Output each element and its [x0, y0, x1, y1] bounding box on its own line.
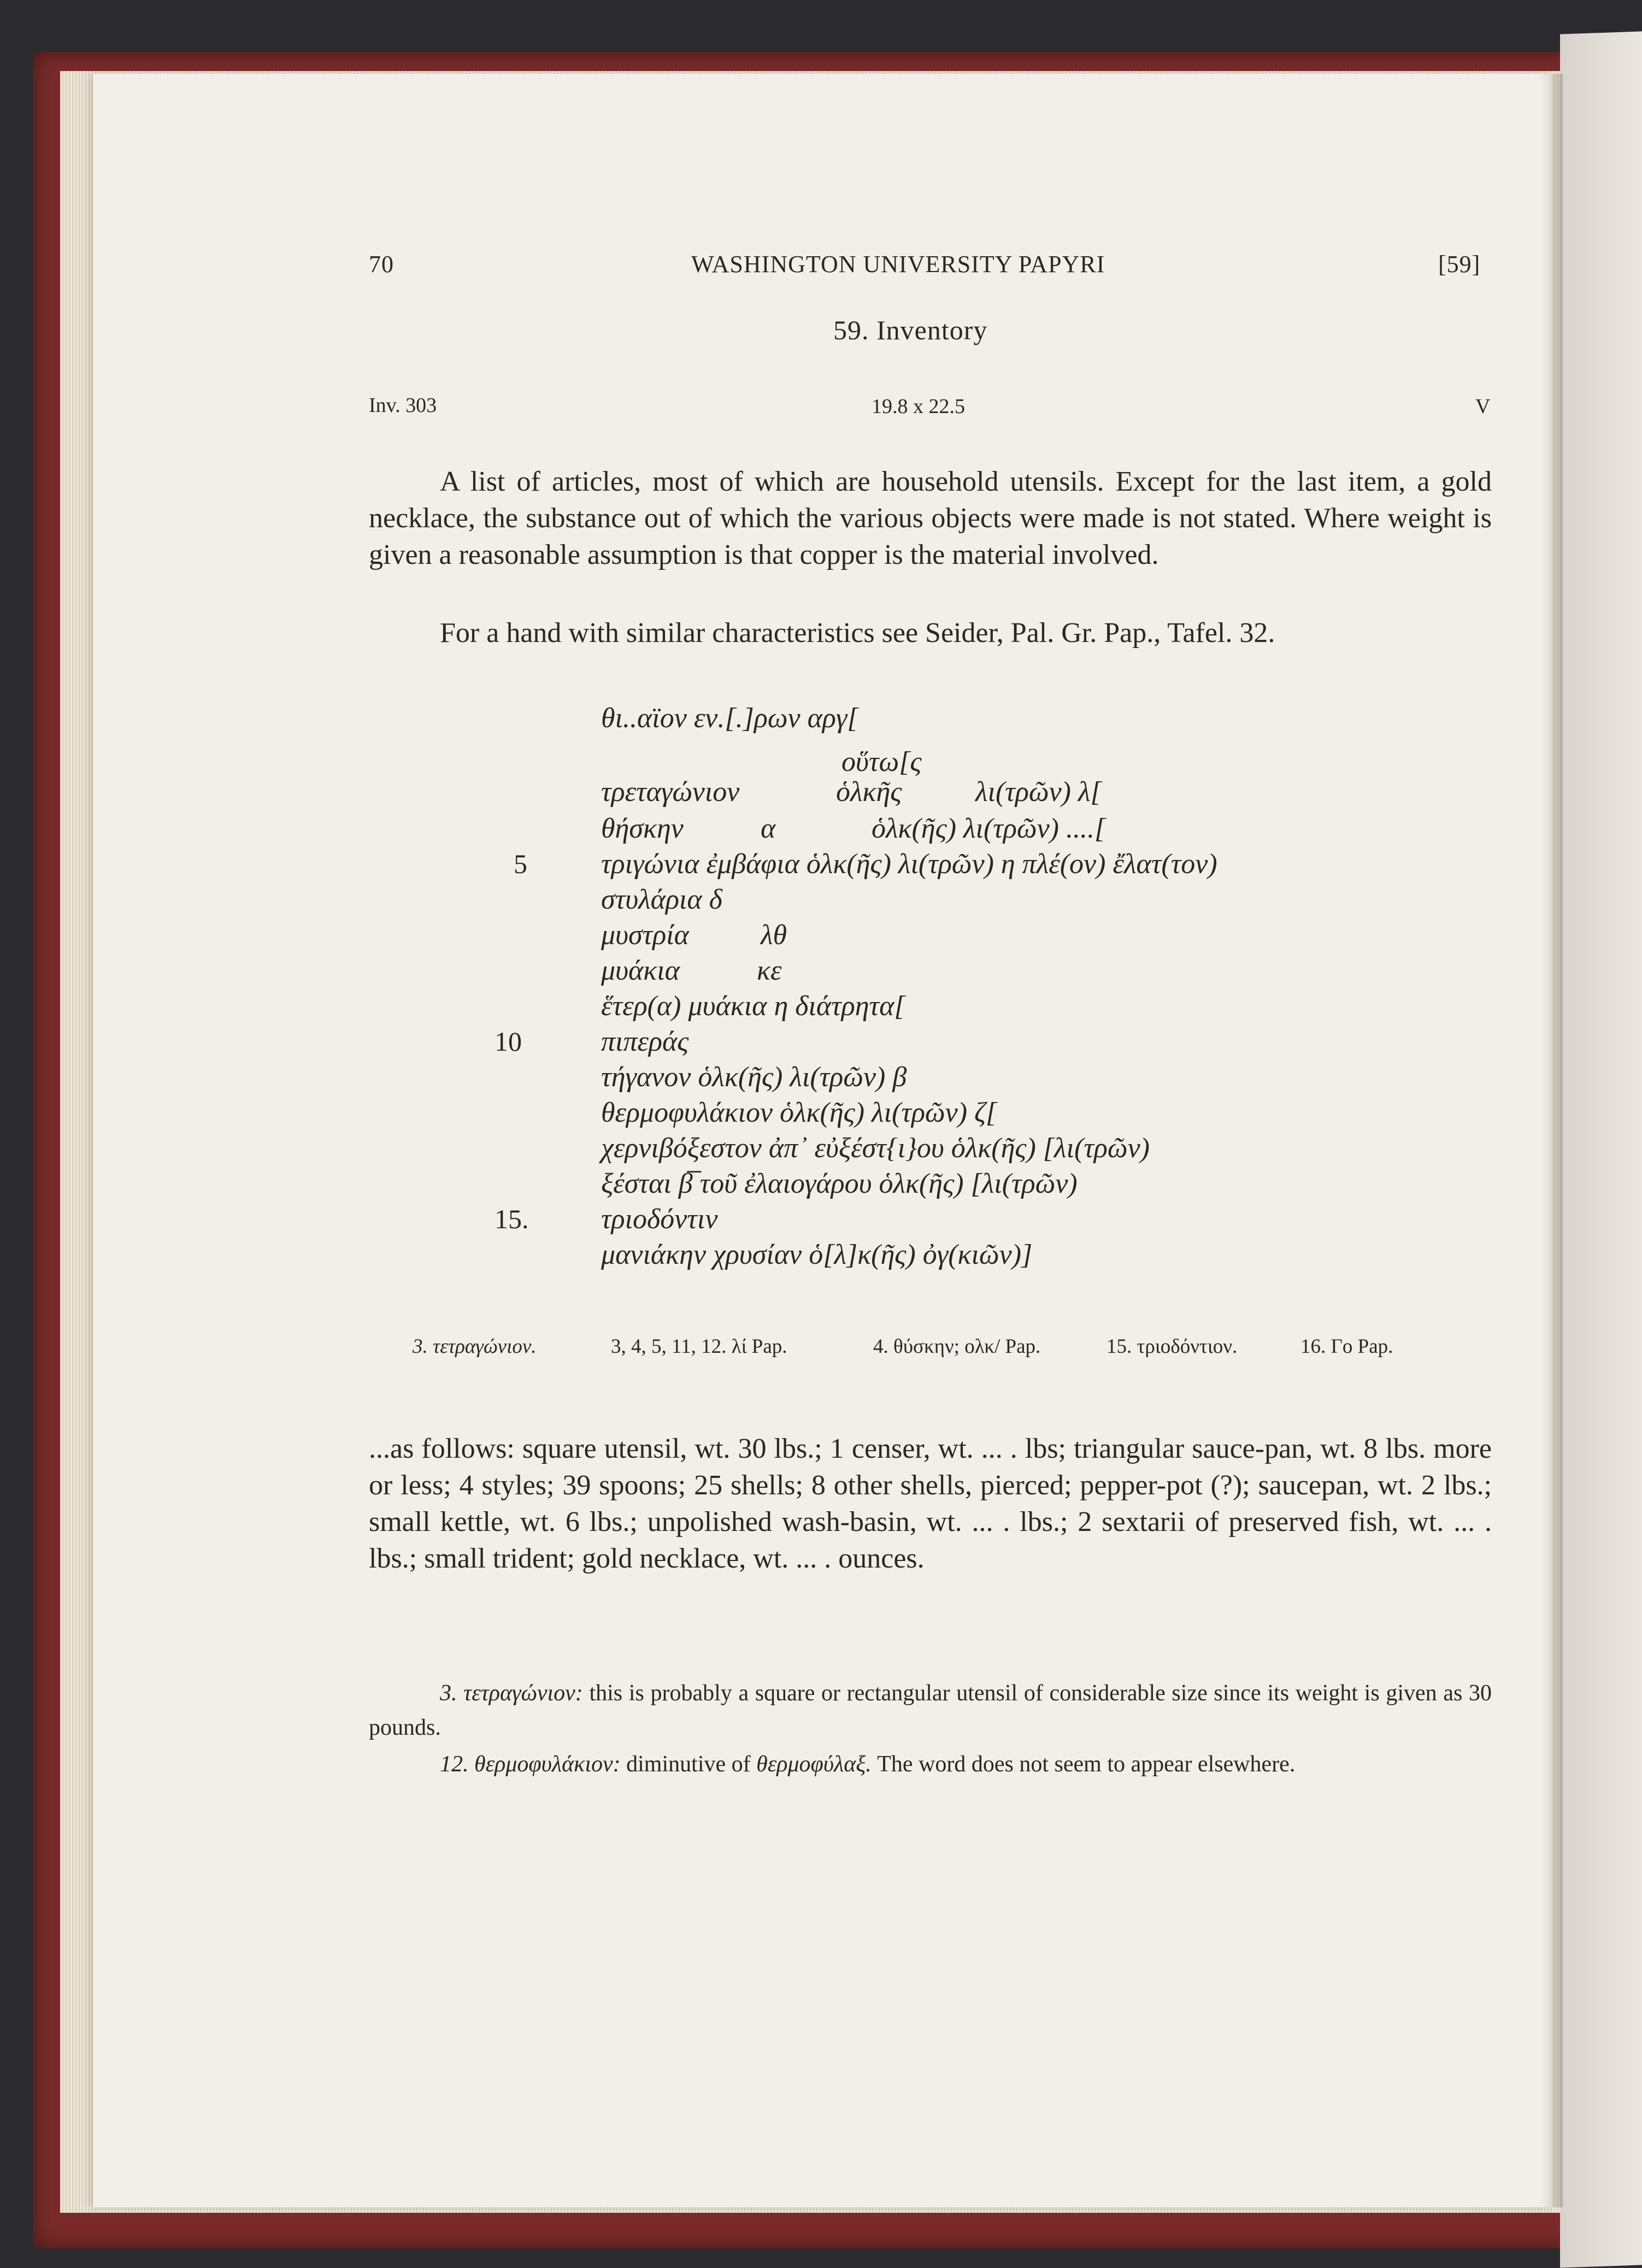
greek-line-7-word: μυστρία	[601, 920, 689, 951]
greek-line-12: θερμοφυλάκιον ὁλκ(ῆς) λι(τρῶν) ζ[	[601, 1097, 997, 1128]
greek-line-7-number: λθ	[761, 920, 787, 951]
greek-line-6: στυλάρια δ	[601, 884, 722, 915]
papyrus-dimensions: 19.8 x 22.5	[872, 395, 965, 418]
apparatus-entry-5: 16. Γο Pap.	[1300, 1335, 1393, 1358]
greek-line-1: θι..αϊον εν.[.]ρων αργ[	[601, 703, 858, 734]
apparatus-entry-2: 3, 4, 5, 11, 12. λί Pap.	[611, 1335, 787, 1358]
greek-line-10: πιπεράς	[601, 1026, 689, 1057]
apparatus-entry-1: 3. τετραγώνιον.	[413, 1335, 537, 1358]
apparatus-entry-4: 15. τριοδόντιον.	[1107, 1335, 1238, 1358]
greek-line-16: μανιάκην χρυσίαν ὁ[λ]κ(ῆς) ὀγ(κιῶν)]	[601, 1239, 1033, 1270]
document-title: 59. Inventory	[833, 315, 988, 345]
commentary-note-3: 3. τετραγώνιον: this is probably a square or rectangular utensil of considerable size since its weight is given as 30 pounds.	[369, 1681, 1492, 1740]
greek-line-15: τριοδόντιν	[601, 1204, 718, 1235]
greek-line-3-weight: ὁλκῆς	[836, 776, 902, 808]
greek-line-3-word: τρεταγώνιον	[601, 776, 740, 808]
intro-paragraph-1: A list of articles, most of which are household utensils. Except for the last item, a gold necklace, the substance out of which the various objects were made is not stated. Where weight is given a reasonable assumption is that copper is the material involved.	[369, 466, 1492, 570]
page-number: 70	[369, 251, 394, 278]
greek-line-9: ἕτερ(α) μυάκια η διάτρητα[	[601, 991, 905, 1022]
greek-line-5: τριγώνια ἐμβάφια ὁλκ(ῆς) λι(τρῶν) η πλέ(ον) ἔλατ(τον)	[601, 849, 1217, 880]
translation-paragraph: ...as follows: square utensil, wt. 30 lbs.; 1 censer, wt. ... . lbs; triangular sauce-pan, wt. 8 lbs. more or less; 4 styles; 39 spoons; 25 shells; 8 other shells, pierced; pepper-pot (?); saucepan, wt. 2 lbs.; small kettle, wt. 6 lbs.; unpolished wash-basin, wt. ... . lbs.; 2 sextarii of preserved fish, wt. ... . lbs.; small trident; gold necklace, wt. ... . ounces.	[369, 1433, 1492, 1574]
greek-line-4-weight: ὁλκ(ῆς) λι(τρῶν) ....[	[872, 813, 1106, 844]
greek-line-8-word: μυάκια	[601, 955, 680, 986]
line-number-10: 10	[495, 1026, 522, 1057]
greek-line-13: χερνιβόξεστον ἀπ᾽ εὐξέστ{ι}ου ὁλκ(ῆς) [λι(τρῶν)	[601, 1133, 1150, 1164]
facing-page-edge	[1560, 31, 1642, 2267]
line-number-5: 5	[514, 849, 527, 879]
running-title: WASHINGTON UNIVERSITY PAPYRI	[691, 251, 1105, 278]
greek-line-3-value: λι(τρῶν) λ[	[975, 776, 1102, 808]
intro-paragraph-2: For a hand with similar characteristics see Seider, Pal. Gr. Pap., Tafel. 32.	[440, 617, 1275, 649]
greek-line-2: οὕτω[ς	[841, 746, 922, 777]
papyrus-side: V	[1475, 395, 1491, 418]
greek-line-4-word: θήσκην	[601, 813, 684, 844]
greek-line-8-number: κε	[757, 955, 782, 986]
greek-line-11: τήγανον ὁλκ(ῆς) λι(τρῶν) β	[601, 1062, 907, 1093]
greek-line-14: ξέσται β̅ τοῦ ἐλαιογάρου ὁλκ(ῆς) [λι(τρῶν)	[601, 1168, 1078, 1199]
line-number-15: 15.	[495, 1204, 529, 1234]
page-gutter	[1541, 74, 1563, 2207]
inventory-number: Inv. 303	[369, 394, 437, 417]
document-reference: [59]	[1438, 251, 1481, 278]
greek-line-4-count: α	[761, 813, 776, 844]
commentary-note-12: 12. θερμοφυλάκιον: diminutive of θερμοφύλαξ. The word does not seem to appear elsewhere.	[440, 1752, 1296, 1777]
apparatus-entry-3: 4. θύσκην; ολκ/ Pap.	[873, 1335, 1041, 1358]
